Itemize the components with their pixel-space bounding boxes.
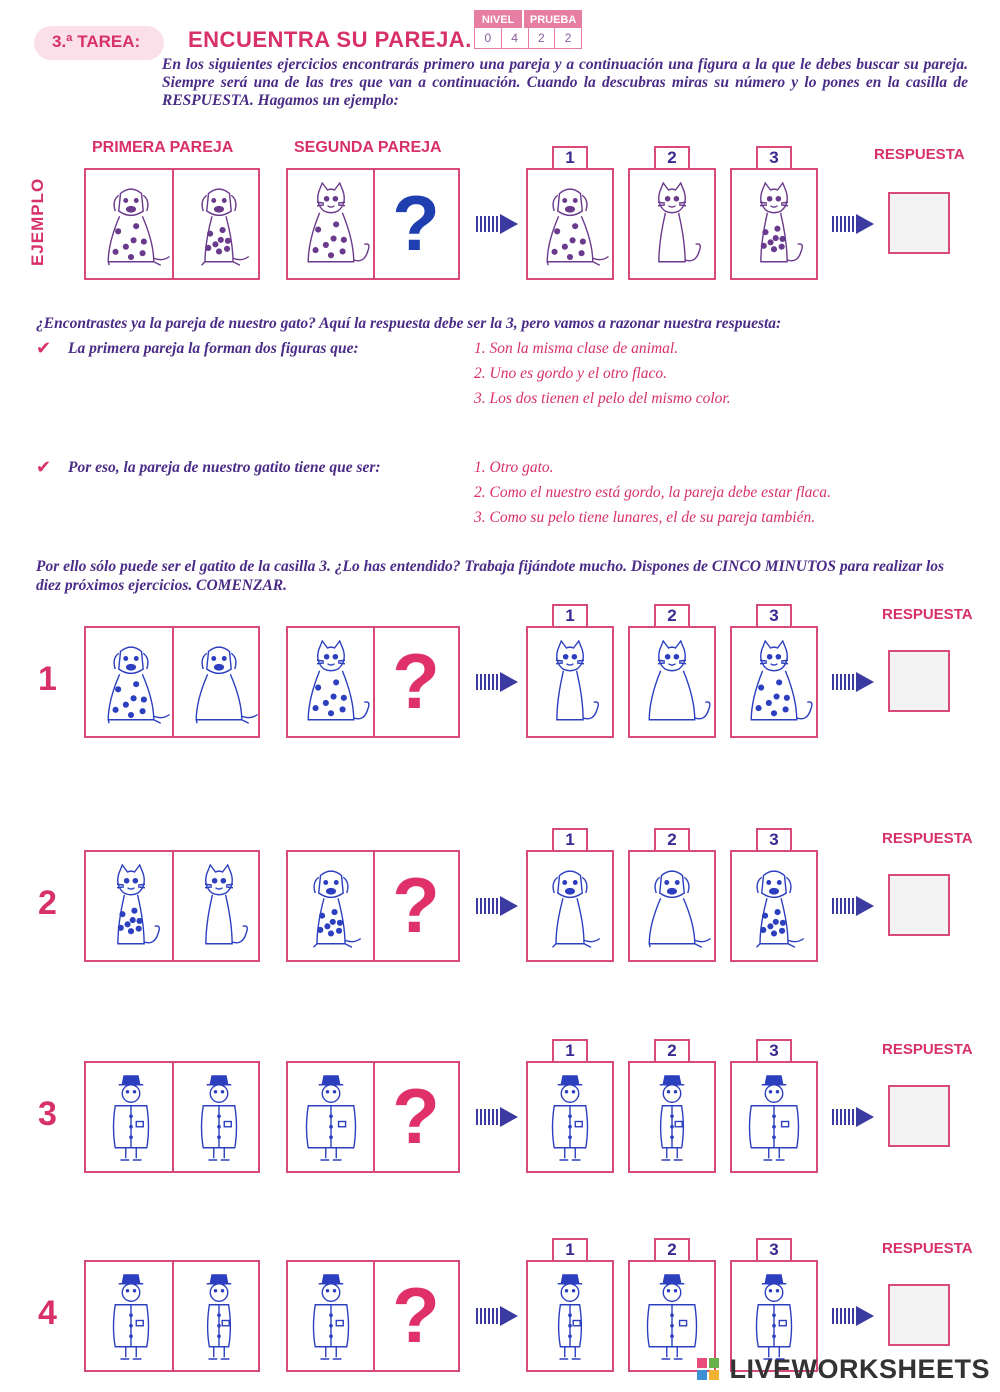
pair-figure-b [184,1073,254,1163]
exercise-number: 1 [38,660,57,698]
arrow-right-icon [476,212,520,236]
pair-figure-b [184,638,254,728]
code-digit: 4 [502,28,529,48]
respuesta-input-box[interactable] [888,650,950,712]
point1-item: 1. Son la misma clase de animal. [474,340,679,357]
respuesta-input-box[interactable] [888,1085,950,1147]
pair-figure-b [184,180,254,270]
arrow-right-icon [832,1304,876,1328]
prueba-label: PRUEBA [524,10,582,28]
option-figure-1 [535,638,605,728]
arrow-right-icon [476,1304,520,1328]
second-pair-figure [296,1272,366,1362]
option-figure-1 [535,180,605,270]
arrow-right-icon [832,670,876,694]
question-mark: ? [392,1271,440,1359]
option-number-1: 1 [552,1039,588,1061]
respuesta-label: RESPUESTA [882,1240,973,1257]
respuesta-label: RESPUESTA [882,606,973,623]
option-number-2: 2 [654,146,690,168]
liveworksheets-brand: LIVEWORKSHEETS [729,1354,990,1384]
pair-figure-a [96,638,166,728]
option-number-2: 2 [654,1238,690,1260]
option-number-2: 2 [654,828,690,850]
point1-text: La primera pareja la forman dos figuras que: [68,340,359,357]
question-mark: ? [392,1072,440,1160]
pair-figure-b [184,1272,254,1362]
ejemplo-label: EJEMPLO [28,177,47,266]
point2-item: 3. Como su pelo tiene lunares, el de su pareja también. [474,509,816,526]
exercise-number: 2 [38,884,57,922]
pair-figure-a [96,180,166,270]
option-figure-1 [535,1272,605,1362]
option-figure-2 [637,862,707,952]
level-code-box [474,10,582,50]
second-pair-figure [296,180,366,270]
option-number-1: 1 [552,604,588,626]
tarea-label: 3.ª TAREA: [52,32,141,51]
second-pair-figure [296,1073,366,1163]
option-figure-2 [637,1272,707,1362]
arrow-right-icon [476,670,520,694]
point2-item: 2. Como el nuestro está gordo, la pareja debe estar flaca. [474,484,831,501]
arrow-right-icon [476,1105,520,1129]
arrow-right-icon [832,894,876,918]
exercise-number: 3 [38,1095,57,1133]
option-number-2: 2 [654,1039,690,1061]
pair-figure-a [96,1073,166,1163]
explanation-question: ¿Encontrastes ya la pareja de nuestro gato? Aquí la respuesta debe ser la 3, pero vamos a razonar nuestra respuesta: [36,315,782,332]
check-icon: ✔ [36,338,52,358]
option-figure-3 [739,1073,809,1163]
option-figure-1 [535,862,605,952]
option-number-3: 3 [756,1039,792,1061]
option-figure-1 [535,1073,605,1163]
code-digit: 2 [529,28,556,48]
respuesta-label: RESPUESTA [882,1041,973,1058]
option-figure-2 [637,638,707,728]
option-number-3: 3 [756,604,792,626]
intro-paragraph: En los siguientes ejercicios encontrarás primero una pareja y a continuación una figura a la que le debes buscar su pareja. Siempre será una de las tres que van a continuación. Cuando la descubras miras su número y lo pones en la casilla de RESPUESTA. Hagamos un ejemplo: [162,56,968,109]
frame-divider [172,852,174,960]
frame-divider [172,1063,174,1171]
pair-figure-b [184,862,254,952]
option-figure-3 [739,1272,809,1362]
option-figure-2 [637,1073,707,1163]
closing-paragraph: Por ello sólo puede ser el gatito de la casilla 3. ¿Lo has entendido? Trabaja fijándote mucho. Dispones de CINCO MINUTOS para realizar los diez próximos ejercicios. COMENZAR. [36,558,945,594]
respuesta-label: RESPUESTA [874,146,965,163]
arrow-right-icon [832,212,876,236]
frame-divider [172,170,174,278]
frame-divider [172,1262,174,1370]
arrow-right-icon [832,1105,876,1129]
frame-divider [172,628,174,736]
point2-text: Por eso, la pareja de nuestro gatito tiene que ser: [68,459,381,476]
option-number-3: 3 [756,146,792,168]
question-mark: ? [392,861,440,949]
respuesta-input-box[interactable] [888,1284,950,1346]
check-icon: ✔ [36,457,52,477]
nivel-label: NIVEL [474,10,522,28]
option-number-3: 3 [756,1238,792,1260]
point1-item: 2. Uno es gordo y el otro flaco. [474,365,668,382]
option-number-3: 3 [756,828,792,850]
option-number-2: 2 [654,604,690,626]
option-figure-3 [739,180,809,270]
option-figure-2 [637,180,707,270]
question-mark: ? [392,637,440,725]
respuesta-input-box[interactable] [888,874,950,936]
option-figure-3 [739,862,809,952]
option-figure-3 [739,638,809,728]
question-mark: ? [392,179,440,267]
page-title: ENCUENTRA SU PAREJA. [188,27,472,52]
second-pair-figure [296,862,366,952]
respuesta-label: RESPUESTA [882,830,973,847]
exercise-number: 4 [38,1294,57,1332]
option-number-1: 1 [552,828,588,850]
primera-pareja-label: PRIMERA PAREJA [92,139,234,156]
code-digit: 0 [475,28,502,48]
pair-figure-a [96,862,166,952]
arrow-right-icon [476,894,520,918]
respuesta-input-box[interactable] [888,192,950,254]
pair-figure-a [96,1272,166,1362]
option-number-1: 1 [552,1238,588,1260]
segunda-pareja-label: SEGUNDA PAREJA [294,139,442,156]
option-number-1: 1 [552,146,588,168]
second-pair-figure [296,638,366,728]
point1-item: 3. Los dos tienen el pelo del mismo color. [474,390,731,407]
point2-item: 1. Otro gato. [474,459,554,476]
code-digit: 2 [564,31,572,45]
liveworksheets-logo-icon [697,1358,719,1380]
